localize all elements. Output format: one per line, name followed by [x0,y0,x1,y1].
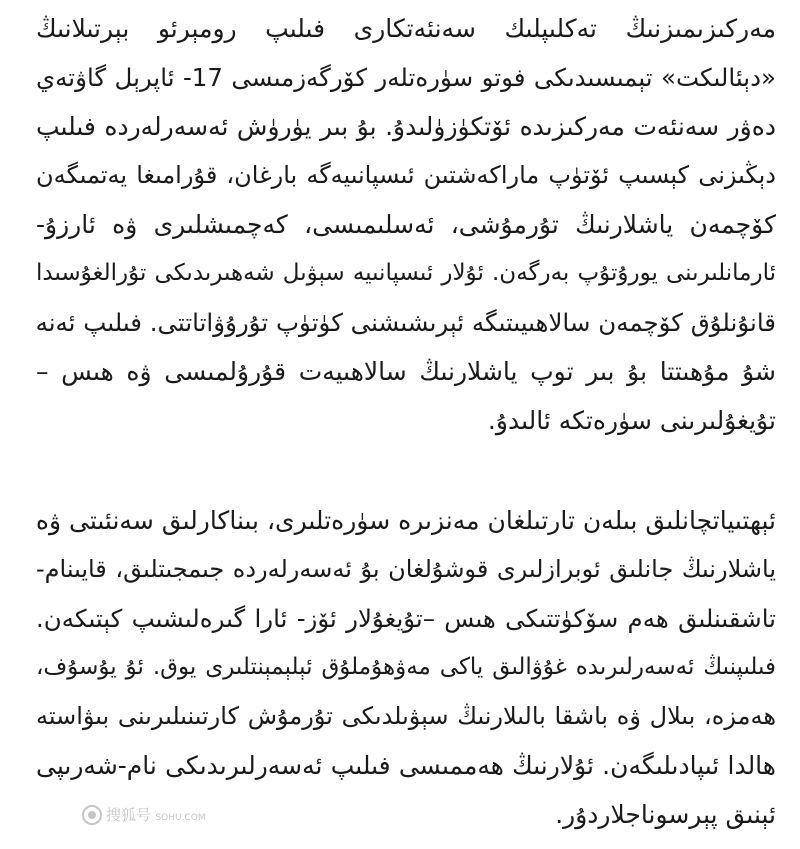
watermark-text: 搜狐号 SOHU.COM [106,806,206,824]
paragraph-gap [36,445,776,496]
text-line: ئېھتىياتچانلىق بىلەن تارتىلغان مەنزىرە سۈرەتلىرى، بىناكارلىق سەنئىتى ۋە [35,506,776,535]
sohu-watermark [82,804,206,825]
text-line: قانۇنلۇق كۆچمەن سالاھىيىتىگە ئېرىشىشنى كۈتۈپ تۇرۇۋاتاتتى. فىلىپ ئەنە [35,308,776,337]
text-line: دەۋر سەنئەت مەركىزىدە ئۆتكۈزۈلىدۇ. بۇ بىر يۈرۈش ئەسەرلەردە فىلىپ [36,112,776,141]
paragraph-1 [36,4,776,445]
article-body [36,4,776,839]
text-line: كۆچمەن ياشلارنىڭ تۇرمۇشى، ئەسلىمىسى، كەچمىشلىرى ۋە ئارزۇ- [36,210,776,239]
text-line: مەركىزىمىزنىڭ تەكلىپلىك سەنئەتكارى فىلىپ رومېرئو بېرتىلانىڭ [36,14,776,43]
text-line: ياشلارنىڭ جانلىق ئوبرازلىرى قوشۇلغان بۇ ئەسەرلەردە جىمجىتلىق، قايىنام- [36,555,776,583]
text-line: «دېئالىكت» تېمىسىدىكى فوتو سۈرەتلەر كۆرگەزمىسى 17- ئاپرېل گاۋتەي [36,63,776,92]
sohu-logo-icon [82,805,102,825]
text-line: ھەمزە، بىلال ۋە باشقا بالىلارنىڭ سېۋىلدىكى تۇرمۇش كارتىنىلىرىنى بىۋاستە [36,702,776,730]
text-line: شۇ مۇھىتتا بۇ بىر توپ ياشلارنىڭ سالاھىيەت قۇرۇلمىسى ۋە ھىس – [36,357,776,386]
text-line: دېڭىزنى كېسىپ ئۆتۈپ ماراكەشتىن ئىسپانىيەگە بارغان، قۇرامىغا يەتمىگەن [36,161,776,189]
text-line: تاشقىنلىق ھەم سۆكۈتتىكى ھىس –تۇيغۇلار ئۆز- ئارا گىرەلىشىپ كېتىكەن. [36,604,776,633]
text-line: ئېنىق پېرسوناجلاردۇر. [555,800,776,829]
text-line: تۇيغۇلىرىنى سۈرەتكە ئالىدۇ. [487,406,776,435]
paragraph-2 [36,496,776,839]
text-line: فىلىپنىڭ ئەسەرلىرىدە غۇۋالىق ياكى مەۋھۇملۇق ئېلېمېنتلىرى يوق. ئۇ يۇسۇف، [36,654,776,680]
text-line: ئارمانلىرىنى يورۇتۇپ بەرگەن. ئۇلار ئىسپانىيە سېۋىل شەھىرىدىكى تۇرالغۇسىدا [36,260,776,286]
text-line: ھالدا ئىپادىلىگەن. ئۇلارنىڭ ھەممىسى فىلىپ ئەسەرلىرىدىكى نام-شەرىپى [36,751,776,780]
